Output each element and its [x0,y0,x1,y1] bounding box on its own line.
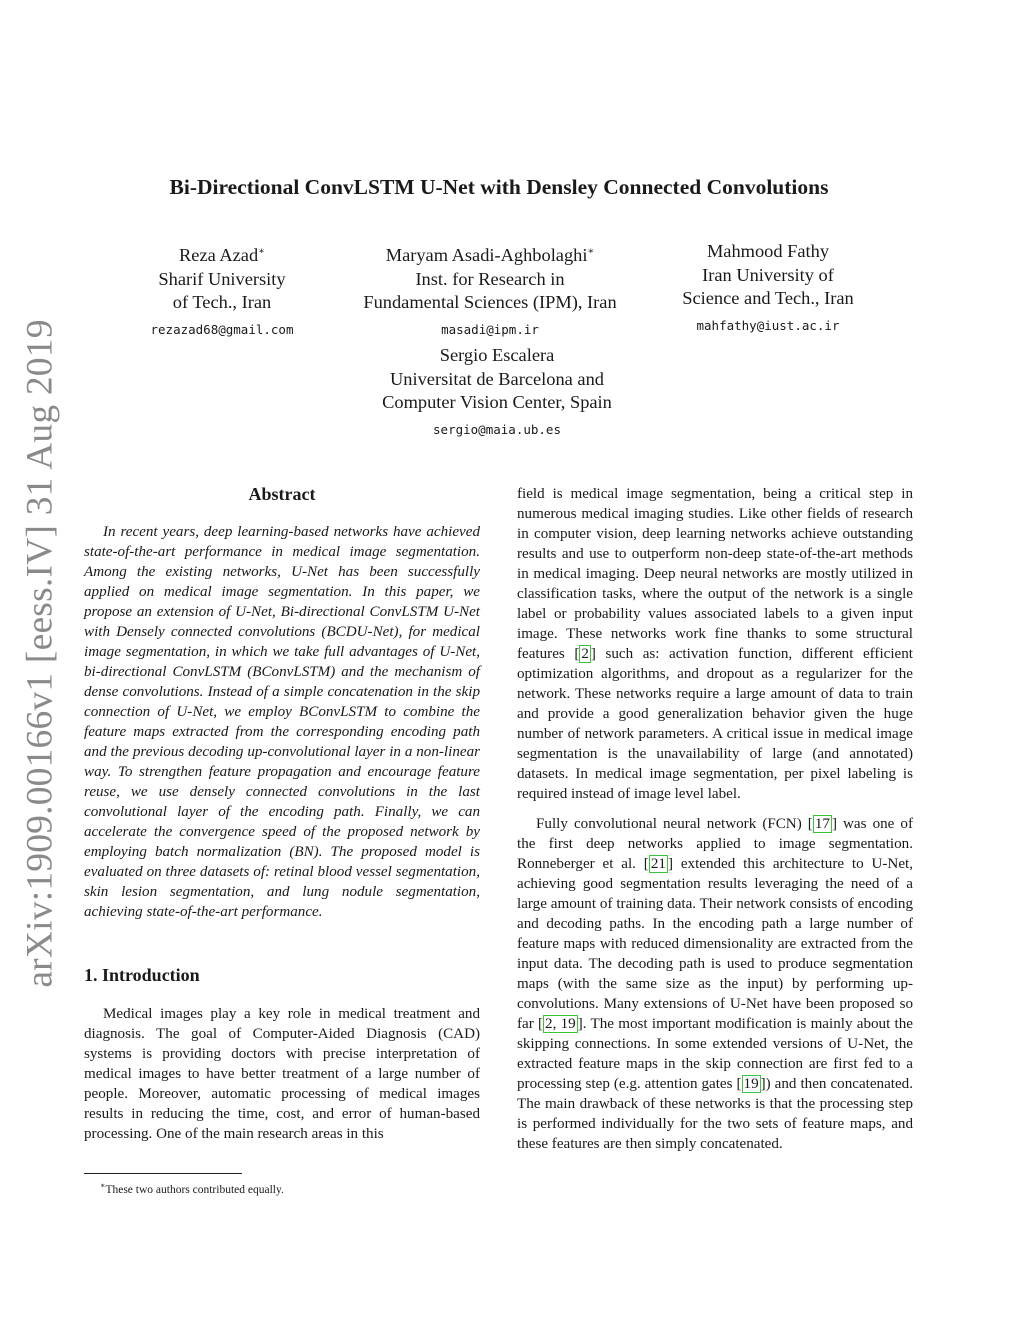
author-affiliation: Computer Vision Center, Spain [382,392,612,412]
abstract-text: In recent years, deep learning-based networks have achieved state-of-the-art performance in medical image segmentation. Among the existing networks, U-Net has been successfully applied on medical image segmentation. In this paper, we propose an extension of U-Net, Bi-directional ConvLSTM U-Net with Densely connected convolutions (BCDU-Net), for medical image segmentation, in which we take full advantages of U-Net, bi-directional ConvLSTM (BConvLSTM) and the mechanism of dense convolutions. Instead of a simple concatenation in the skip connection of U-Net, we employ BConvLSTM to combine the feature maps extracted from the corresponding encoding path and the previous decoding up-convolutional layer in a non-linear way. To strengthen feature propagation and encourage feature reuse, we use densely connected convolutions in the last convolutional layer of the encoding path. Finally, we can accelerate the convergence speed of the proposed network by employing batch normalization (BN). The proposed model is evaluated on three datasets of: retinal blood vessel segmentation, skin lesion segmentation, and lung nodule segmentation, achieving state-of-the-art performance. [84,524,480,920]
author-affiliation: Science and Tech., Iran [682,288,854,308]
author-affiliation: Universitat de Barcelona and [390,368,604,389]
author-name: Maryam Asadi-Aghbolaghi [385,245,588,266]
author-block-4 [347,344,647,439]
arxiv-identifier-stamp [10,318,70,988]
body-paragraph [517,484,913,804]
author-mark: ∗ [587,246,595,257]
author-email[interactable]: sergio@maia.ub.es [433,421,561,437]
author-affiliation: Iran University of [702,264,834,285]
body-text: field is medical image segmentation, being a critical step in numerous medical imaging studies. Like other fields of research in computer vision, deep learning networks achieve outstanding results and use to outperform non-deep state-of-the-art methods in medical imaging. Deep neural networks are mostly utilized in classification tasks, where the output of the network is a single label or probability values associated labels to a given input image. These networks work fine thanks to some structural features [ [517,486,913,662]
arxiv-identifier-text: arXiv:1909.00166v1 [eess.IV] 31 Aug 2019 [19,318,61,988]
right-column [517,484,913,1154]
body-text: ]) and then concatenated. The main drawback of these networks is that the processing step is performed individually for the two sets of feature maps, and these features are then simply concatenated. [517,1076,913,1152]
body-text: ]. The most important modification is mainly about the skipping connections. In some extended versions of U-Net, the extracted feature maps in the skip connection are first fed to a processing step (e.g. attention gates [ [517,1016,913,1092]
footnote-rule [84,1173,242,1174]
introduction-paragraph: Medical images play a key role in medical treatment and diagnosis. The goal of Computer-Aided Diagnosis (CAD) systems is providing doctors with precise interpretation of medical images to have better treatment of a large number of people. Moreover, automatic processing of medical images results in reducing the time, cost, and error of human-based processing. One of the main research areas in this [84,1006,480,1142]
author-name: Sergio Escalera [439,345,555,365]
citation-link[interactable]: 19 [743,1076,759,1092]
author-block-2 [345,240,635,339]
body-text: ] such as: activation function, different efficient optimization algorithms, and dropout as a regularizer for the network. These networks require a large amount of data to train and provide a good generalization behavior given the huge number of network parameters. A critical issue in medical image segmentation is the unavailability of large (and annotated) datasets. In medical image segmentation, per pixel labeling is required instead of image level label. [517,646,913,802]
author-mark: ∗ [258,246,265,257]
author-block-3 [648,240,888,335]
author-email[interactable]: masadi@ipm.ir [441,321,539,337]
citation-link[interactable]: 21 [650,856,666,872]
abstract-heading: Abstract [248,484,316,504]
author-name: Mahmood Fathy [706,241,830,261]
author-block-1 [112,240,332,339]
body-text: ] was one of the first deep networks applied to image segmentation. Ronneberger et al. [ [517,816,914,872]
author-affiliation: Inst. for Research in [415,268,565,289]
author-name: Reza Azad [179,245,259,266]
body-text: ] extended this architecture to U-Net, achieving good segmentation results leveraging the need of a large amount of training data. Their network consists of encoding and decoding paths. In the encoding path a large number of feature maps with reduced dimensionality are extracted from the input data. The decoding path is used to produce segmentation maps (with the same size as the input) by performing up-convolutions. Many extensions of U-Net have been proposed so far [ [517,856,913,1032]
footnote-text: These two authors contributed equally. [105,1183,284,1196]
author-affiliation: of Tech., Iran [172,292,272,313]
footnote [84,1178,480,1198]
footnote-mark: ∗ [100,1181,106,1190]
author-affiliation: Sharif University [158,268,286,289]
author-affiliation: Fundamental Sciences (IPM), Iran [363,292,617,313]
citation-link[interactable]: 17 [814,816,830,832]
citation-link[interactable]: 2 [581,646,589,662]
body-text: Fully convolutional neural network (FCN) [ [536,816,813,832]
paper-title: Bi-Directional ConvLSTM U-Net with Densley Connected Convolutions [169,175,829,199]
author-email[interactable]: rezazad68@gmail.com [150,321,294,337]
introduction-heading: 1. Introduction [84,965,200,985]
author-email[interactable]: mahfathy@iust.ac.ir [696,317,840,333]
body-paragraph [517,814,913,1154]
left-column [84,482,480,1144]
citation-link[interactable]: 2, 19 [545,1016,576,1032]
